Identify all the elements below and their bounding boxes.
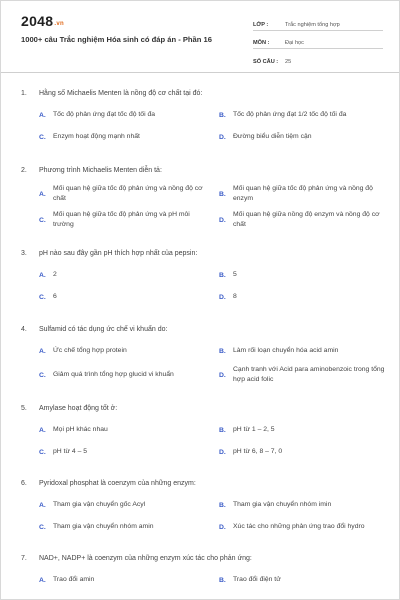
- answer-option[interactable]: [219, 107, 391, 123]
- option-letter: C.: [39, 293, 46, 301]
- answer-options: [39, 267, 385, 311]
- meta-value: Đại học: [285, 40, 304, 46]
- answer-option[interactable]: [219, 184, 391, 204]
- option-letter: B.: [219, 111, 226, 119]
- option-letter: B.: [219, 347, 226, 355]
- option-text: pH từ 6, 8 – 7, 0: [233, 448, 283, 455]
- answer-option[interactable]: [39, 422, 211, 438]
- question-stem: Amylase hoạt động tốt ở:: [39, 405, 118, 412]
- option-text: Đường biểu diễn tiệm cận: [233, 133, 312, 140]
- question-text: [21, 249, 385, 259]
- question-number: 7.: [21, 555, 27, 562]
- question-number: 6.: [21, 480, 27, 487]
- answer-option[interactable]: [39, 289, 211, 305]
- answer-option[interactable]: [219, 572, 391, 588]
- question-number: 2.: [21, 167, 27, 174]
- document-meta: [253, 13, 383, 67]
- question-list: [1, 73, 399, 594]
- question-item: [21, 249, 385, 311]
- answer-option[interactable]: [219, 365, 391, 385]
- meta-label: SỐ CÂU :: [253, 59, 279, 65]
- answer-option[interactable]: [219, 289, 391, 305]
- document-title: 1000+ câu Trắc nghiệm Hóa sinh có đáp án - Phần 16: [21, 35, 212, 44]
- question-item: [21, 166, 385, 236]
- option-text: pH từ 1 – 2, 5: [233, 426, 275, 433]
- option-text: Tham gia vận chuyển gốc Acyl: [53, 501, 146, 508]
- answer-option[interactable]: [219, 519, 391, 535]
- answer-option[interactable]: [39, 343, 211, 359]
- option-text: Làm rối loạn chuyển hóa acid amin: [233, 347, 339, 354]
- answer-options: [39, 343, 385, 391]
- answer-option[interactable]: [39, 184, 211, 204]
- question-text: [21, 404, 385, 414]
- option-text: Mọi pH khác nhau: [53, 426, 108, 433]
- option-text: Tham gia vận chuyển nhóm amin: [53, 523, 154, 530]
- question-stem: pH nào sau đây gần pH thích hợp nhất của pepsin:: [39, 250, 198, 257]
- answer-option[interactable]: [219, 497, 391, 513]
- answer-option[interactable]: [39, 107, 211, 123]
- question-text: [21, 325, 385, 335]
- option-letter: A.: [39, 271, 46, 279]
- question-item: [21, 479, 385, 541]
- answer-option[interactable]: [39, 444, 211, 460]
- option-letter: D.: [219, 523, 226, 531]
- option-letter: D.: [219, 371, 226, 379]
- answer-option[interactable]: [39, 267, 211, 283]
- question-text: [21, 554, 385, 564]
- option-text: Ức chế tổng hợp protein: [53, 347, 127, 354]
- answer-option[interactable]: [219, 444, 391, 460]
- option-letter: A.: [39, 347, 46, 355]
- option-letter: A.: [39, 501, 46, 509]
- option-letter: D.: [219, 293, 226, 301]
- question-stem: Sulfamid có tác dụng ức chế vi khuẩn do:: [39, 326, 168, 333]
- option-text: 5: [233, 271, 237, 278]
- answer-option[interactable]: [39, 519, 211, 535]
- option-letter: A.: [39, 426, 46, 434]
- meta-value: 25: [285, 59, 292, 65]
- option-letter: C.: [39, 371, 46, 379]
- question-item: [21, 89, 385, 151]
- option-letter: C.: [39, 216, 46, 224]
- option-text: Tốc độ phản ứng đạt 1/2 tốc độ tối đa: [233, 111, 347, 118]
- answer-options: [39, 497, 385, 541]
- option-text: 2: [53, 271, 57, 278]
- answer-option[interactable]: [219, 210, 391, 230]
- answer-option[interactable]: [39, 497, 211, 513]
- option-letter: A.: [39, 111, 46, 119]
- option-letter: A.: [39, 190, 46, 198]
- option-letter: C.: [39, 523, 46, 531]
- answer-option[interactable]: [39, 572, 211, 588]
- answer-option[interactable]: [219, 422, 391, 438]
- meta-row-count: [253, 49, 383, 67]
- question-text: [21, 166, 385, 176]
- meta-label: MÔN :: [253, 40, 270, 46]
- meta-row-subject: [253, 31, 383, 49]
- option-text: Giảm quá trình tổng hợp glucid vi khuẩn: [53, 371, 174, 378]
- meta-value: Trắc nghiệm tổng hợp: [285, 22, 340, 28]
- option-letter: B.: [219, 576, 226, 584]
- meta-label: LỚP :: [253, 22, 269, 28]
- question-stem: Phương trình Michaelis Menten diễn tả:: [39, 167, 162, 174]
- document-header: [1, 1, 399, 73]
- question-number: 4.: [21, 326, 27, 333]
- option-text: Cạnh tranh với Acid para aminobenzoic trong tổng hợp acid folic: [233, 366, 385, 383]
- option-letter: B.: [219, 190, 226, 198]
- option-text: 8: [233, 293, 237, 300]
- answer-option[interactable]: [39, 129, 211, 145]
- option-letter: A.: [39, 576, 46, 584]
- option-letter: C.: [39, 448, 46, 456]
- question-stem: Hằng số Michaelis Menten là nồng độ cơ chất tại đó:: [39, 90, 203, 97]
- option-text: Mối quan hệ giữa nồng độ enzym và nồng độ cơ chất: [233, 211, 380, 228]
- answer-options: [39, 572, 385, 594]
- option-text: Mối quan hệ giữa tốc độ phản ứng và pH môi trường: [53, 211, 190, 228]
- option-text: Trao đổi điện tử: [233, 576, 281, 583]
- question-item: [21, 325, 385, 391]
- question-text: [21, 479, 385, 489]
- logo-tld: .vn: [54, 21, 64, 27]
- question-stem: Pyridoxal phosphat là coenzym của những enzym:: [39, 480, 196, 487]
- question-number: 1.: [21, 90, 27, 97]
- option-letter: C.: [39, 133, 46, 141]
- option-text: Trao đổi amin: [53, 576, 95, 583]
- question-number: 3.: [21, 250, 27, 257]
- option-text: Tốc độ phản ứng đạt tốc độ tối đa: [53, 111, 156, 118]
- option-letter: D.: [219, 216, 226, 224]
- option-text: pH từ 4 – 5: [53, 448, 88, 455]
- question-item: [21, 554, 385, 594]
- answer-option[interactable]: [219, 343, 391, 359]
- answer-options: [39, 422, 385, 466]
- answer-option[interactable]: [219, 129, 391, 145]
- option-text: Tham gia vận chuyển nhóm imin: [233, 501, 332, 508]
- option-letter: B.: [219, 271, 226, 279]
- answer-options: [39, 184, 385, 236]
- option-letter: B.: [219, 426, 226, 434]
- answer-options: [39, 107, 385, 151]
- answer-option[interactable]: [219, 267, 391, 283]
- question-stem: NAD+, NADP+ là coenzym của những enzym xúc tác cho phản ứng:: [39, 555, 252, 562]
- meta-row-class: [253, 13, 383, 31]
- option-letter: B.: [219, 501, 226, 509]
- answer-option[interactable]: [39, 210, 211, 230]
- option-text: Mối quan hệ giữa tốc độ phản ứng và nồng độ cơ chất: [53, 185, 203, 202]
- option-text: Enzym hoạt động mạnh nhất: [53, 133, 140, 140]
- question-number: 5.: [21, 405, 27, 412]
- option-text: 6: [53, 293, 57, 300]
- option-text: Mối quan hệ giữa tốc độ phản ứng và nồng độ enzym: [233, 185, 373, 202]
- option-text: Xúc tác cho những phản ứng trao đổi hydro: [233, 523, 365, 530]
- option-letter: D.: [219, 133, 226, 141]
- option-letter: D.: [219, 448, 226, 456]
- question-item: [21, 404, 385, 466]
- question-text: [21, 89, 385, 99]
- answer-option[interactable]: [39, 365, 211, 385]
- logo-text: 2048: [21, 13, 54, 29]
